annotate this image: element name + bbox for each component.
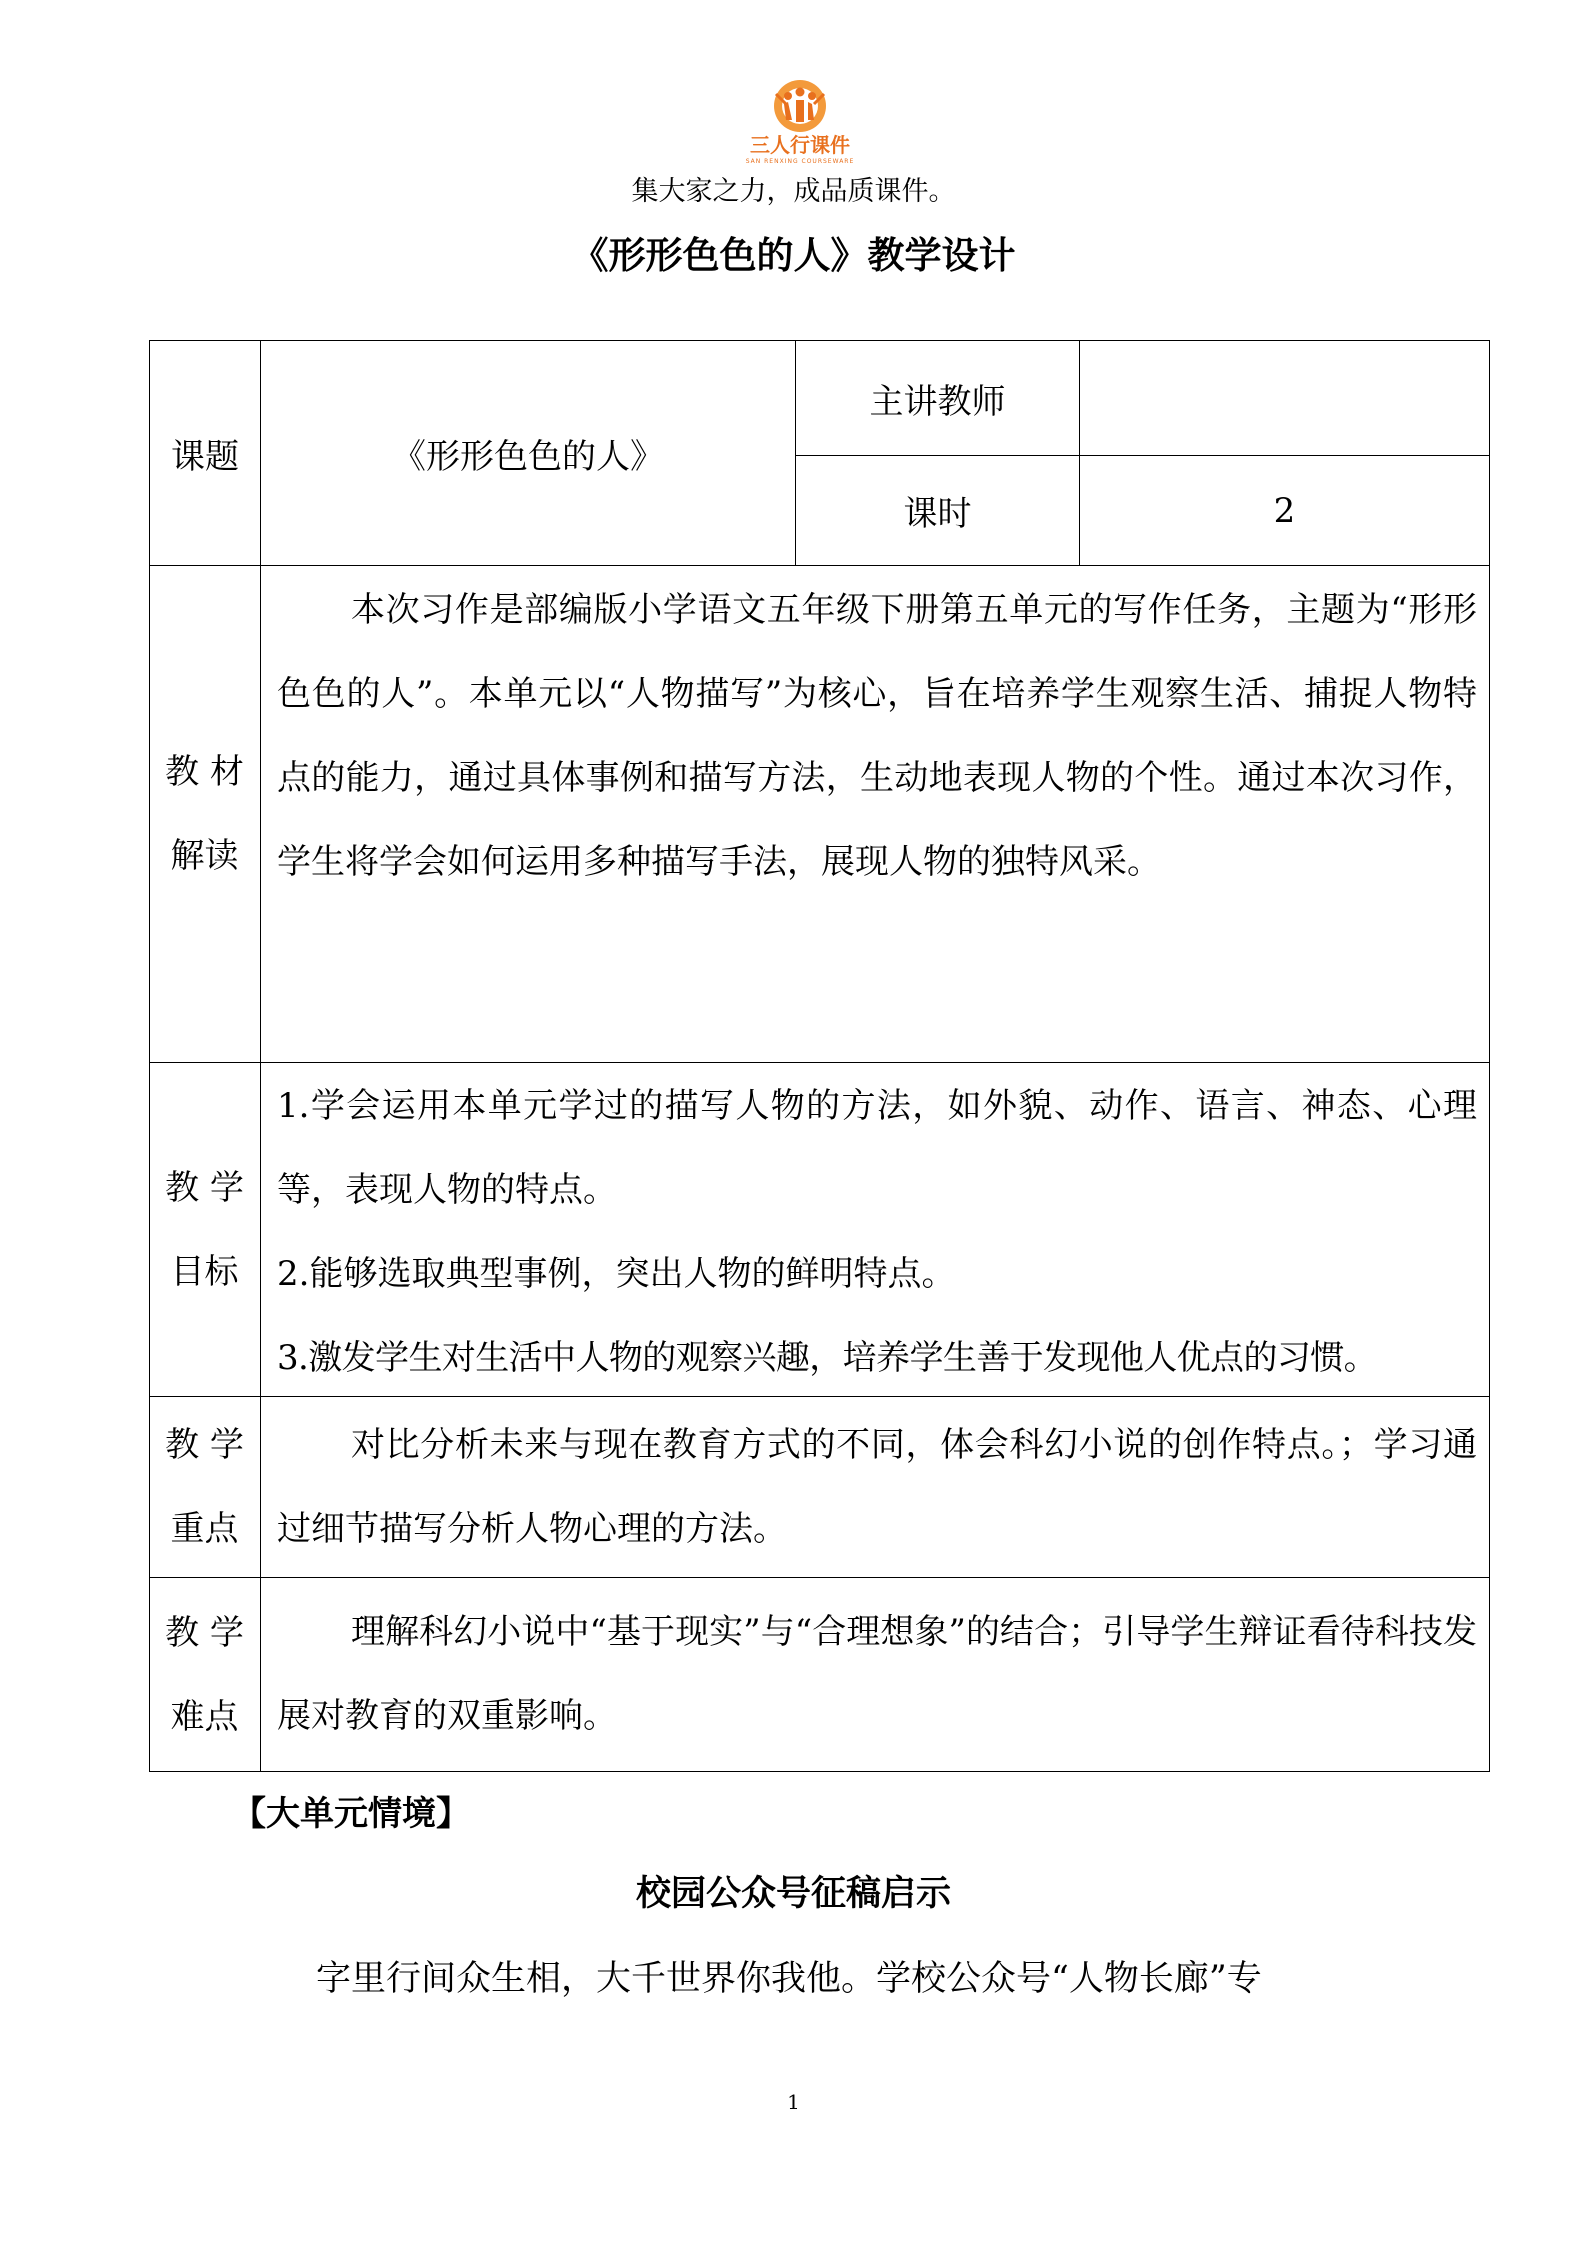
logo-subtext: SAN RENXING COURSEWARE	[745, 158, 855, 165]
table-border-right	[1489, 340, 1490, 1772]
hours-value: 2	[1273, 490, 1296, 531]
table-divider-row1	[149, 565, 1490, 566]
difficulties-text: 理解科幻小说中“基于现实”与“合理想象”的结合；引导学生辩证看待科技发展对教育的双重影响。	[277, 1612, 1477, 1736]
material-label	[150, 566, 259, 1062]
page-number: 1	[787, 2090, 800, 2114]
logo-text: 三人行课件	[750, 133, 850, 157]
key-points-label-line1: 教 学	[165, 1425, 244, 1465]
goals-list	[277, 1064, 1477, 1400]
material-text: 本次习作是部编版小学语文五年级下册第五单元的写作任务，主题为“形形色色的人”。本单元以“人物描写”为核心，旨在培养学生观察生活、捕捉人物特点的能力，通过具体事例和描写方法，生动地表现人物的个性。通过本次习作，学生将学会如何运用多种描写手法，展现人物的独特风采。	[277, 590, 1477, 882]
goals-label	[150, 1063, 259, 1396]
goal-item: 1.学会运用本单元学过的描写人物的方法，如外貌、动作、语言、神态、心理等，表现人物的特点。	[277, 1086, 1477, 1210]
slogan: 集大家之力，成品质课件。	[631, 176, 956, 207]
difficulties-label-line2: 难点	[170, 1696, 239, 1737]
key-points-label-line2: 重点	[170, 1509, 239, 1549]
goals-label-line2: 目标	[170, 1251, 239, 1292]
table-divider-row2	[149, 1062, 1490, 1063]
page-title: 《形形色色的人》教学设计	[571, 234, 1016, 277]
goals-label-line1: 教 学	[165, 1167, 244, 1208]
teacher-label: 主讲教师	[869, 381, 1006, 422]
goal-item: 3.激发学生对生活中人物的观察兴趣，培养学生善于发现他人优点的习惯。	[277, 1338, 1378, 1378]
table-divider-row4	[149, 1577, 1490, 1578]
material-label-line2: 解读	[170, 836, 239, 876]
topic-value: 《形形色色的人》	[392, 436, 664, 477]
material-label-line1: 教 材	[165, 752, 244, 792]
notice-title: 校园公众号征稿启示	[635, 1874, 951, 1914]
key-points-text: 对比分析未来与现在教育方式的不同，体会科幻小说的创作特点。；学习通过细节描写分析人物心理的方法。	[277, 1425, 1477, 1549]
brand-logo	[740, 74, 860, 174]
table-border-bottom	[149, 1771, 1490, 1772]
teacher-value	[1080, 341, 1489, 455]
lesson-info-table	[149, 340, 1490, 1772]
difficulties-label	[150, 1578, 259, 1771]
key-points-label	[150, 1397, 259, 1577]
goal-item: 2.能够选取典型事例，突出人物的鲜明特点。	[277, 1254, 956, 1294]
section-heading: 【大单元情境】	[232, 1794, 470, 1834]
notice-paragraph: 字里行间众生相，大千世界你我他。学校公众号“人物长廊”专	[316, 1959, 1262, 1999]
topic-label: 课题	[171, 436, 239, 477]
hours-label: 课时	[903, 494, 972, 534]
difficulties-label-line1: 教 学	[165, 1612, 244, 1653]
